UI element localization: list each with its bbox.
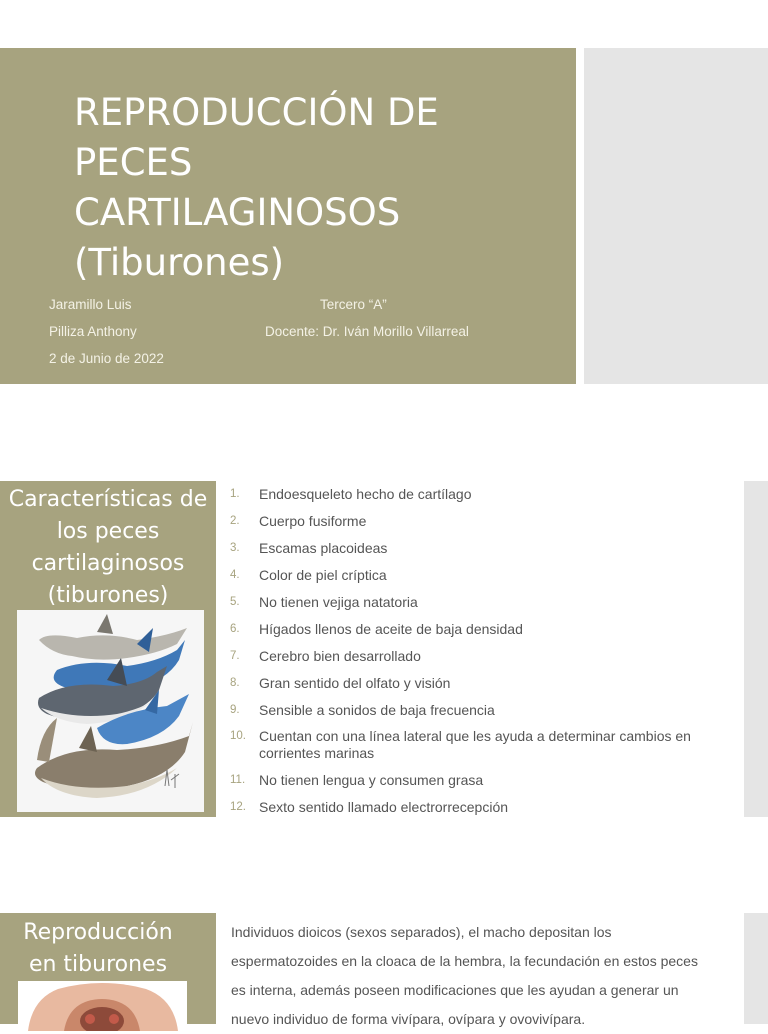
- list-number: 2.: [230, 515, 240, 527]
- heading-line: en tiburones: [28, 952, 168, 977]
- list-number: 4.: [230, 569, 240, 581]
- title-line: CARTILAGINOSOS: [74, 191, 401, 234]
- list-text: Hígados llenos de aceite de baja densidad: [259, 621, 523, 637]
- list-item: [230, 567, 710, 594]
- list-item: [230, 799, 710, 826]
- sharks-illustration: [17, 610, 204, 812]
- reproduction-side-panel: [744, 913, 768, 1024]
- list-text: Endoesqueleto hecho de cartílago: [259, 486, 472, 502]
- list-item: [230, 513, 710, 540]
- heading-line: cartilaginosos: [31, 551, 185, 576]
- heading-line: Reproducción: [23, 920, 173, 945]
- title-line: (Tiburones): [74, 241, 285, 284]
- sharks-drawing: [17, 610, 204, 812]
- characteristics-list: [230, 486, 710, 826]
- list-text: No tienen lengua y consumen grasa: [259, 772, 484, 788]
- presentation-date: 2 de Junio de 2022: [49, 351, 164, 366]
- reproduction-heading: [0, 917, 196, 981]
- author-name: Jaramillo Luis: [49, 297, 132, 312]
- heading-line: (tiburones): [47, 583, 169, 608]
- list-item: [230, 648, 710, 675]
- list-item: [230, 772, 710, 799]
- list-text: Color de piel críptica: [259, 567, 387, 583]
- presentation-title: [74, 88, 544, 288]
- list-number: 10.: [230, 730, 246, 742]
- list-number: 7.: [230, 650, 240, 662]
- course-label: Tercero “A”: [320, 297, 387, 312]
- list-text: Cuentan con una línea lateral que les ayuda a determinar cambios en corrientes marinas: [259, 728, 691, 761]
- author-name: Pilliza Anthony: [49, 324, 137, 339]
- list-number: 11.: [230, 774, 246, 786]
- list-item: [230, 728, 710, 772]
- heading-line: los peces: [56, 519, 160, 544]
- list-text: No tienen vejiga natatoria: [259, 594, 418, 610]
- list-text: Sexto sentido llamado electrorrecepción: [259, 799, 509, 815]
- list-item: [230, 621, 710, 648]
- characteristics-heading: [0, 484, 216, 612]
- list-item: [230, 594, 710, 621]
- title-line: PECES: [74, 141, 193, 184]
- reproduction-paragraph: Individuos dioicos (sexos separados), el macho depositan los espermatozoides en la cloaca de la hembra, la fecundación en estos peces es interna, además poseen modificaciones que les ayudan a generar un nuevo individuo de forma vivípara, ovípara y ovovivípara.: [231, 924, 698, 1027]
- list-number: 9.: [230, 704, 240, 716]
- list-item: [230, 540, 710, 567]
- teacher-label: Docente: Dr. Iván Morillo Villarreal: [265, 324, 469, 339]
- list-item: [230, 702, 710, 728]
- heading-line: Características de: [8, 487, 208, 512]
- list-number: 12.: [230, 801, 246, 813]
- title-line: REPRODUCCIÓN DE: [74, 91, 439, 134]
- list-number: 1.: [230, 488, 240, 500]
- list-item: [230, 675, 710, 702]
- list-number: 6.: [230, 623, 240, 635]
- list-text: Gran sentido del olfato y visión: [259, 675, 451, 691]
- list-text: Sensible a sonidos de baja frecuencia: [259, 702, 495, 718]
- list-number: 5.: [230, 596, 240, 608]
- characteristics-side-panel: [744, 481, 768, 817]
- list-text: Cerebro bien desarrollado: [259, 648, 421, 664]
- list-item: [230, 486, 710, 513]
- list-number: 8.: [230, 677, 240, 689]
- list-text: Escamas placoideas: [259, 540, 388, 556]
- title-slide-side-panel: [584, 48, 768, 384]
- list-text: Cuerpo fusiforme: [259, 513, 367, 529]
- list-number: 3.: [230, 542, 240, 554]
